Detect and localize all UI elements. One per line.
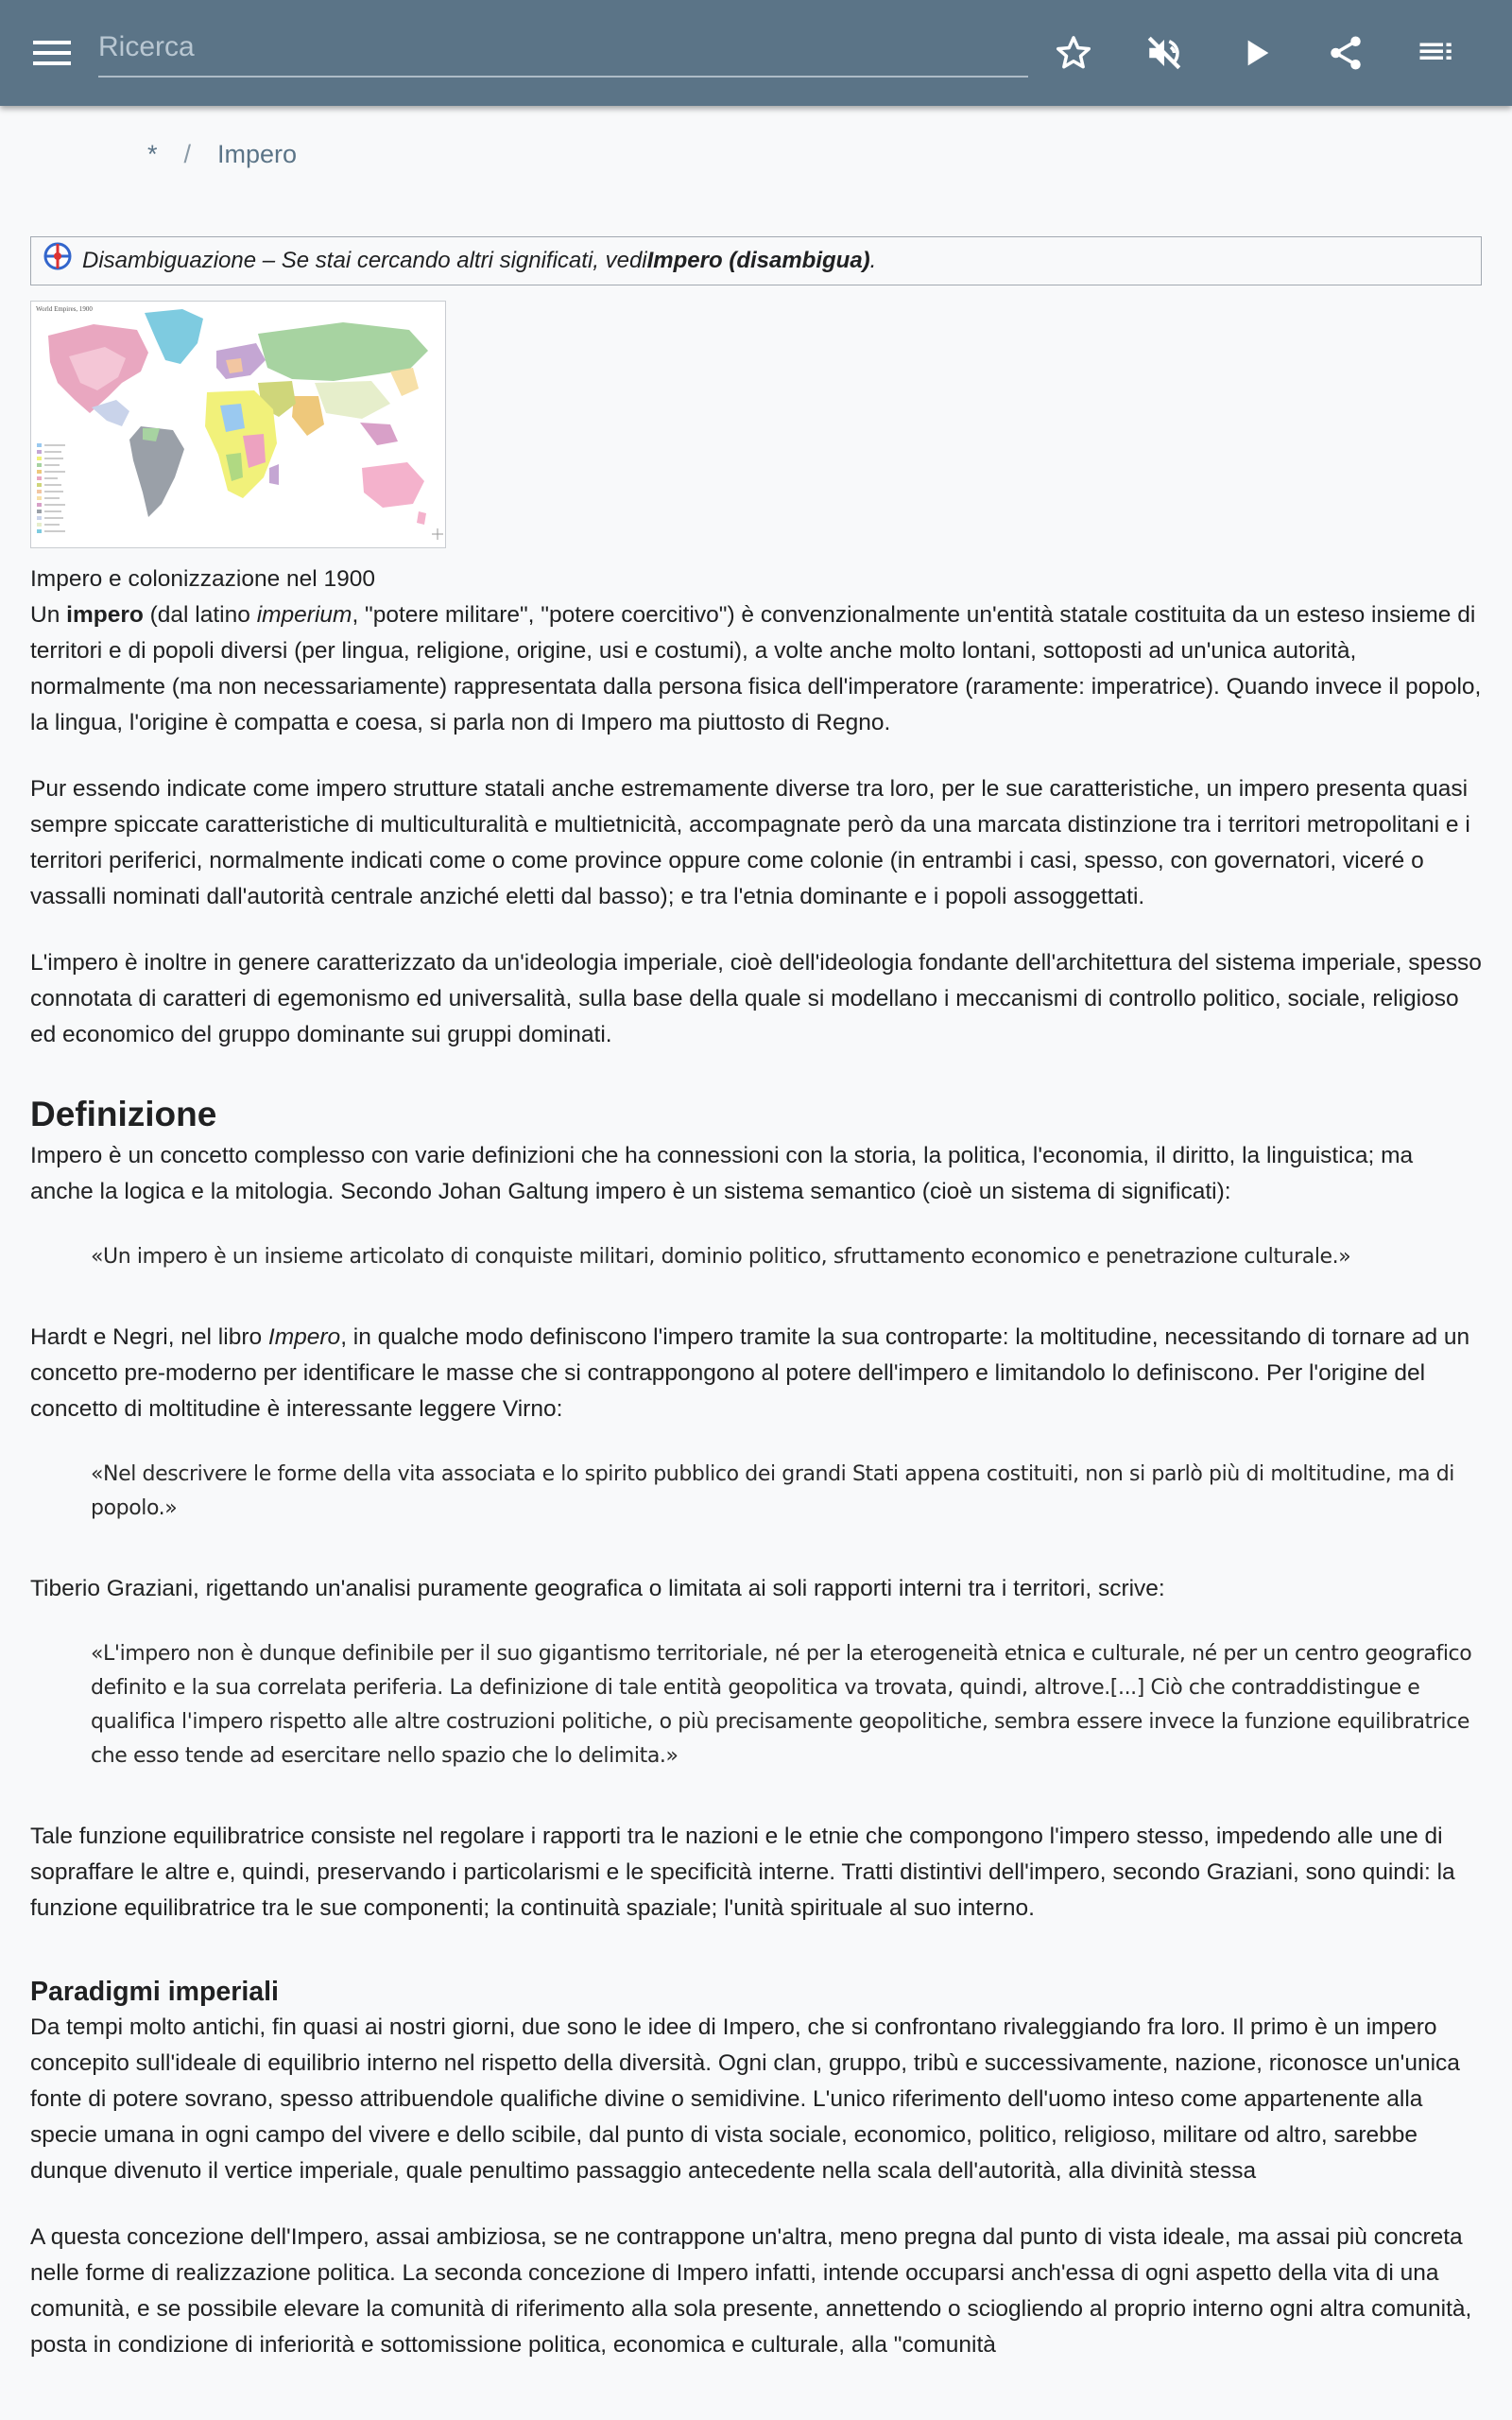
- definizione-paragraph-2: Hardt e Negri, nel libro Impero, in qualche modo definiscono l'impero tramite la sua controparte: la moltitudine, necessitando di tornare ad un concetto pre-moderno per identificare le masse che si contrappongono al potere dell'impero e limitandolo lo definiscono. Per l'origine del concetto di moltitudine è interessante leggere Virno:: [30, 1324, 1470, 1422]
- quote-virno: «Nel descrivere le forme della vita associata e lo spirito pubblico dei grandi Stati appena costituiti, non si parlò più di moltitudine, ma di popolo.»: [91, 1462, 1454, 1520]
- playlist-icon: [1417, 33, 1456, 73]
- section-heading-definizione: Definizione: [30, 1095, 217, 1133]
- star-icon: [1054, 33, 1093, 73]
- term-impero: impero: [66, 602, 144, 628]
- menu-icon: [33, 39, 71, 67]
- intro-paragraph-2: Pur essendo indicate come impero strutture statali anche estremamente diverse tra loro, per le sue caratteristiche, un impero presenta quasi sempre spiccate caratteristiche di multiculturalità e multietnicità, accompagnate però da una marcata distinzione tra i territori metropolitani e i territori periferici, normalmente indicati come o come province oppure come colonie (in entrambi i casi, spesso, con governatori, viceré o vassalli nominati dall'autorità centrale anziché eletti dal basso); e tra l'etnia dominante e i popoli assoggettati.: [30, 776, 1470, 909]
- disambiguation-end: .: [869, 248, 877, 273]
- intro-paragraph-1: Un impero (dal latino imperium, "potere militare", "potere coercitivo") è convenzionalmente un'entità statale costituita da un esteso insieme di territori e di popoli diversi (per lingua, religione, origine, usi e costumi), a volte anche molto lontani, sottoposti ad un'unica autorità, normalmente (ma non necessariamente) rappresentata dalla persona fisica dell'imperatore (raramente: imperatrice). Quando invece il popolo, la lingua, l'origine è compatta e coesa, si parla non di Impero ma piuttosto di Regno.: [30, 602, 1482, 735]
- search-input[interactable]: [98, 21, 1028, 74]
- map-title: World Empires, 1900: [36, 305, 93, 313]
- intro-paragraph-3: L'impero è inoltre in genere caratterizzato da un'ideologia imperiale, cioè dell'ideologia fondante dell'architettura del sistema imperiale, spesso connotata di caratteri di egemonismo ed universalità, sulla base della quale si modellano i meccanismi di controllo politico, sociale, religioso ed economico del gruppo dominante sui gruppi dominati.: [30, 950, 1482, 1047]
- quote-graziani: «L'impero non è dunque definibile per il suo gigantismo territoriale, né per la eterogeneità etnica e culturale, né per un centro geografico definito e la sua correlata periferia. La definizione di tale entità geopolitica va trovata, quindi, altrove.[...] Ciò che contraddistingue e qualifica l'impero rispetto alle altre costruzioni politiche, o più precisamente geopolitiche, sembra essere invece la funzione equilibratrice che esso tende ad esercitare nello spazio che lo delimita.»: [91, 1642, 1472, 1768]
- definizione-paragraph-1: Impero è un concetto complesso con varie definizioni che ha connessioni con la storia, la politica, l'economia, il diritto, la linguistica; ma anche la logica e la mitologia. Secondo Johan Galtung impero è un sistema semantico (cioè un sistema di significati):: [30, 1143, 1414, 1204]
- play-button[interactable]: [1231, 28, 1280, 78]
- paradigmi-paragraph-2: A questa concezione dell'Impero, assai ambiziosa, se ne contrappone un'altra, meno pregna dal punto di vista ideale, ma assai più concreta nelle forme di realizzazione politica. La seconda concezione di Impero infatti, intende occuparsi anch'essa di ogni aspetto della vita di una comunità, e se possibile elevare la comunità di riferimento alla sola presente, annettendo o sciogliendo al proprio interno ogni altra comunità, posta in condizione di inferiorità e sottomissione politica, economica e culturale, alla "comunità: [30, 2224, 1472, 2358]
- mute-button[interactable]: [1140, 28, 1189, 78]
- breadcrumb-current[interactable]: Impero: [217, 140, 298, 168]
- definizione-paragraph-4: Tale funzione equilibratrice consiste nel regolare i rapporti tra le nazioni e le etnie che compongono l'impero stesso, impedendo alle une di sopraffare le altre e, quindi, preservando i particolarismi e le specificità interne. Tratti distintivi dell'impero, secondo Graziani, sono quindi: la funzione equilibratrice tra le sue componenti; la continuità spaziale; l'unità spirituale al suo interno.: [30, 1824, 1455, 1921]
- term-imperium: imperium: [256, 602, 352, 628]
- figure-caption: Impero e colonizzazione nel 1900: [30, 566, 376, 592]
- bookmark-button[interactable]: [1049, 28, 1098, 78]
- play-icon: [1237, 34, 1275, 72]
- disambiguation-icon: [43, 241, 73, 271]
- share-button[interactable]: [1321, 28, 1370, 78]
- map-thumbnail[interactable]: [30, 301, 446, 548]
- disambiguation-note: [30, 236, 1482, 285]
- book-title-impero: Impero: [267, 1324, 341, 1350]
- breadcrumb-separator: /: [183, 140, 192, 168]
- section-heading-paradigmi: Paradigmi imperiali: [30, 1977, 279, 2007]
- top-toolbar: [0, 0, 1512, 106]
- disambiguation-text: Disambiguazione – Se stai cercando altri significati, vedi: [82, 248, 647, 273]
- definizione-paragraph-3: Tiberio Graziani, rigettando un'analisi puramente geografica o limitata ai soli rapporti interni tra i territori, scrive:: [30, 1576, 1165, 1601]
- breadcrumb: [147, 140, 297, 169]
- search-field[interactable]: [98, 21, 1028, 78]
- contents-button[interactable]: [1412, 28, 1461, 78]
- article-content: [30, 236, 1482, 2363]
- mute-icon: [1144, 33, 1184, 73]
- breadcrumb-root[interactable]: *: [147, 140, 158, 168]
- disambiguation-link[interactable]: Impero (disambigua): [646, 248, 870, 273]
- menu-button[interactable]: [28, 34, 76, 72]
- share-icon: [1326, 33, 1366, 73]
- quote-galtung: «Un impero è un insieme articolato di conquiste militari, dominio politico, sfruttamento economico e penetrazione culturale.»: [91, 1245, 1351, 1269]
- paradigmi-paragraph-1: Da tempi molto antichi, fin quasi ai nostri giorni, due sono le idee di Impero, che si confrontano rivaleggiando fra loro. Il primo è un impero concepito sull'ideale di equilibrio interno nel rispetto della diversità. Ogni clan, gruppo, tribù e successivamente, nazione, riconosce un'unica fonte di potere sovrano, spesso attribuendole qualifiche divine o semidivine. L'unico riferimento dell'uomo inteso come appartenente alla specie umana in ogni campo del vivere e dello scibile, dal punto di vista sociale, economico, politico, religioso, militare od altro, sarebbe dunque divenuto il vertice imperiale, quale penultimo passaggio antecedente nella scala dell'autorità, alla divinità stessa: [30, 2014, 1460, 2184]
- world-empires-map: [31, 302, 446, 548]
